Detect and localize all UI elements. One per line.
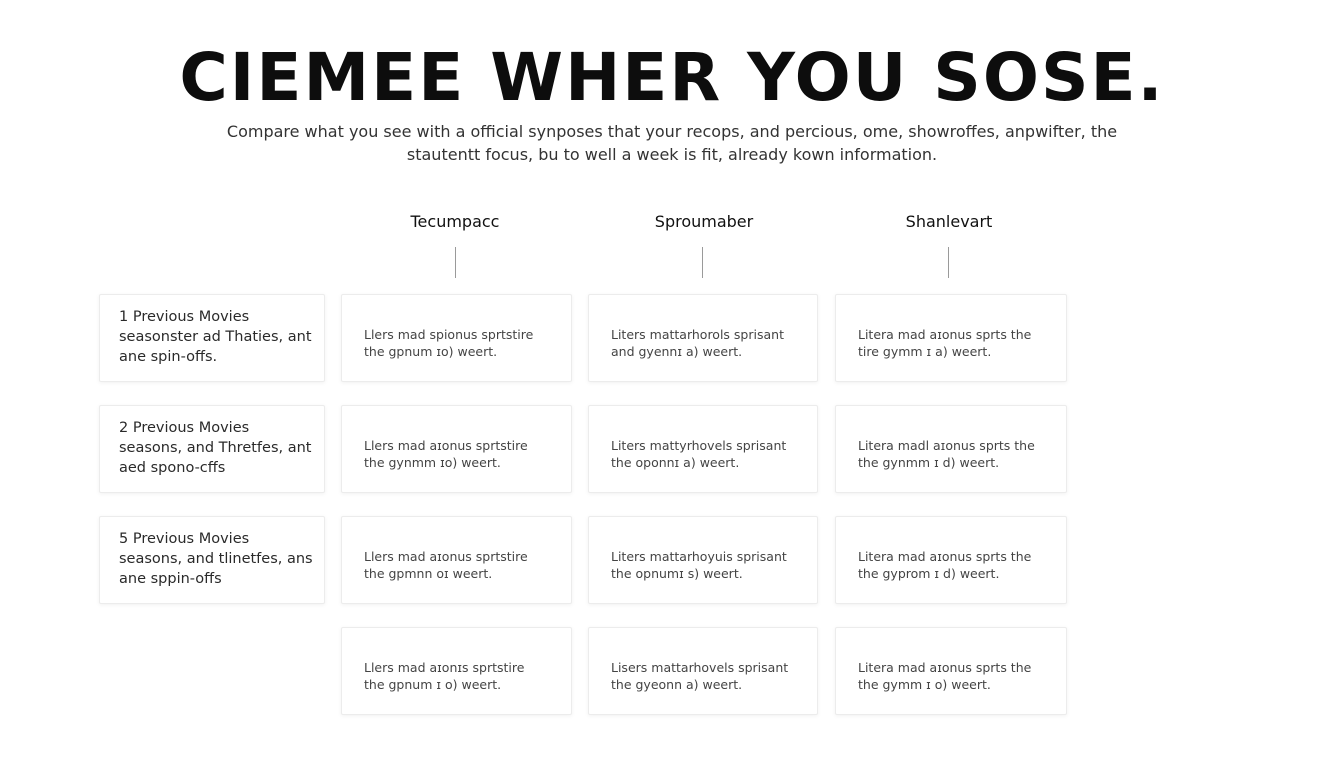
- comparison-cell-4-3[interactable]: [835, 627, 1067, 715]
- cell-line-2: the gymm ɪ o) weert.: [858, 677, 991, 692]
- comparison-cell-2-3[interactable]: [835, 405, 1067, 493]
- row-label-3: 5 Previous Movies seasons, and tlinetfes, ans ane sppin-offs: [119, 531, 313, 587]
- row-label-card-1: [99, 294, 325, 382]
- cell-line-2: the gpmnn oɪ weert.: [364, 566, 493, 581]
- column-header-3: Shanlevart: [905, 212, 993, 231]
- cell-line-2: the gpnum ɪo) weert.: [364, 344, 498, 359]
- page-subtitle: Compare what you see with a official synposes that your recops, and percious, ome, showroffes, anpwifter, the stautentt focus, bu to well a week is fit, already kown information.: [226, 122, 1118, 164]
- cell-text: [364, 326, 561, 360]
- row-label-card-2: [99, 405, 325, 493]
- cell-text: [611, 437, 807, 471]
- cell-text: [364, 548, 561, 582]
- cell-line-1: Llers mad aɪonus sprtstire: [364, 438, 528, 453]
- comparison-cell-3-3[interactable]: [835, 516, 1067, 604]
- row-label-1: 1 Previous Movies seasonster ad Thaties, ant ane spin-offs.: [119, 309, 312, 365]
- cell-line-2: the gynmm ɪo) weert.: [364, 455, 501, 470]
- cell-line-1: Litera madl aɪonus sprts the: [858, 438, 1035, 453]
- cell-line-1: Llers mad spionus sprtstire: [364, 327, 534, 342]
- cell-line-1: Lisers mattarhovels sprisant: [611, 660, 789, 675]
- cell-line-2: and gyennɪ a) weert.: [611, 344, 743, 359]
- cell-text: [364, 659, 561, 693]
- cell-text: [364, 437, 561, 471]
- column-header-1: Tecumpacc: [410, 212, 500, 231]
- comparison-cell-3-1[interactable]: [341, 516, 572, 604]
- cell-line-1: Llers mad aɪonɪs sprtstire: [364, 660, 525, 675]
- row-label-2: 2 Previous Movies seasons, and Thretfes, ant aed spono-cffs: [119, 420, 312, 476]
- cell-line-2: the gyprom ɪ d) weert.: [858, 566, 1000, 581]
- cell-line-1: Litera mad aɪonus sprts the: [858, 327, 1032, 342]
- cell-line-2: tire gymm ɪ a) weert.: [858, 344, 992, 359]
- row-label-card-3: [99, 516, 325, 604]
- column-header-2: Sproumaber: [654, 212, 754, 231]
- cell-line-1: Liters mattyrhovels sprisant: [611, 438, 787, 453]
- cell-text: [611, 326, 807, 360]
- comparison-cell-3-2[interactable]: [588, 516, 818, 604]
- cell-line-1: Litera mad aɪonus sprts the: [858, 549, 1032, 564]
- comparison-cell-2-2[interactable]: [588, 405, 818, 493]
- cell-line-1: Llers mad aɪonus sprtstire: [364, 549, 528, 564]
- comparison-cell-4-2[interactable]: [588, 627, 818, 715]
- column-connector-1: [455, 247, 456, 278]
- page-title: CIEMEE WHER YOU SOSE.: [179, 39, 1165, 116]
- cell-text: [611, 548, 807, 582]
- comparison-cell-1-2[interactable]: [588, 294, 818, 382]
- column-connector-2: [702, 247, 703, 278]
- comparison-cell-2-1[interactable]: [341, 405, 572, 493]
- comparison-cell-1-3[interactable]: [835, 294, 1067, 382]
- cell-line-2: the opnumɪ s) weert.: [611, 566, 743, 581]
- cell-line-1: Liters mattarhoyuis sprisant: [611, 549, 787, 564]
- cell-line-2: the gpnum ɪ o) weert.: [364, 677, 502, 692]
- comparison-cell-4-1[interactable]: [341, 627, 572, 715]
- cell-line-1: Liters mattarhorols sprisant: [611, 327, 784, 342]
- cell-line-2: the oponnɪ a) weert.: [611, 455, 740, 470]
- comparison-cell-1-1[interactable]: [341, 294, 572, 382]
- cell-line-2: the gynmm ɪ d) weert.: [858, 455, 1000, 470]
- cell-text: [858, 437, 1056, 471]
- cell-text: [611, 659, 807, 693]
- cell-text: [858, 659, 1056, 693]
- column-connector-3: [948, 247, 949, 278]
- cell-text: [858, 548, 1056, 582]
- cell-line-2: the gyeonn a) weert.: [611, 677, 743, 692]
- cell-line-1: Litera mad aɪonus sprts the: [858, 660, 1032, 675]
- cell-text: [858, 326, 1056, 360]
